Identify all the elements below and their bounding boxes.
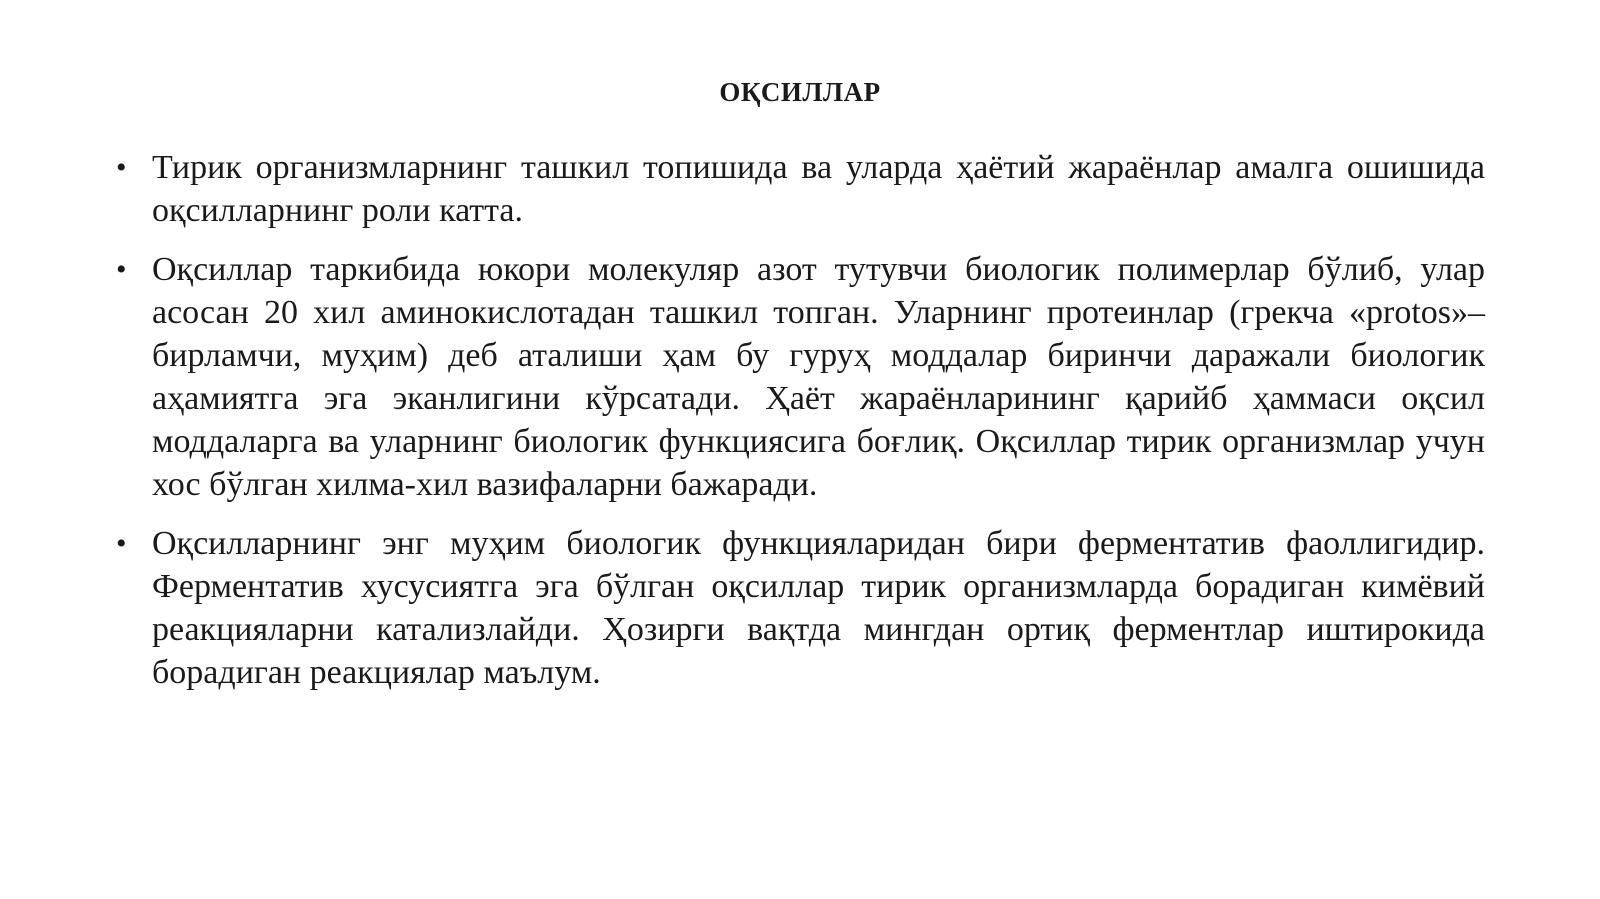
bullet-marker: • [116,151,127,184]
bullet-text: Тирик организмларнинг ташкил топишида ва уларда ҳаётий жараёнлар амалга ошишида оқсилларнинг роли катта. [152,149,1485,229]
bullet-marker: • [116,253,127,286]
slide-title: ОҚСИЛЛАР [719,77,881,107]
bullet-text: Оқсилларнинг энг муҳим биологик функцияларидан бири ферментатив фаоллигидир. Ферментатив хусусиятга эга бўлган оқсиллар тирик организмларда борадиган кимёвий реакцияларни катализлайди. Ҳозирги вақтда мингдан ортиқ ферментлар иштирокида борадиган реакциялар маълум. [152,525,1485,691]
bullet-marker: • [116,527,127,560]
bullet-list [116,146,1485,710]
bullet-item [116,522,1485,694]
bullet-text: Оқсиллар таркибида юкори молекуляр азот тутувчи биологик полимерлар бўлиб, улар асосан 20 хил аминокислотадан ташкил топган. Уларнинг протеинлар (грекча «protos»–бирламчи, муҳим) деб аталиши ҳам бу гуруҳ моддалар биринчи даражали биологик аҳамиятга эга эканлигини кўрсатади. Ҳаёт жараёнларининг қарийб ҳаммаси оқсил моддаларга ва уларнинг биологик функциясига боғлиқ. Оқсиллар тирик организмлар учун хос бўлган хилма-хил вазифаларни бажаради. [152,251,1485,503]
bullet-item [116,146,1485,232]
bullet-item [116,248,1485,506]
